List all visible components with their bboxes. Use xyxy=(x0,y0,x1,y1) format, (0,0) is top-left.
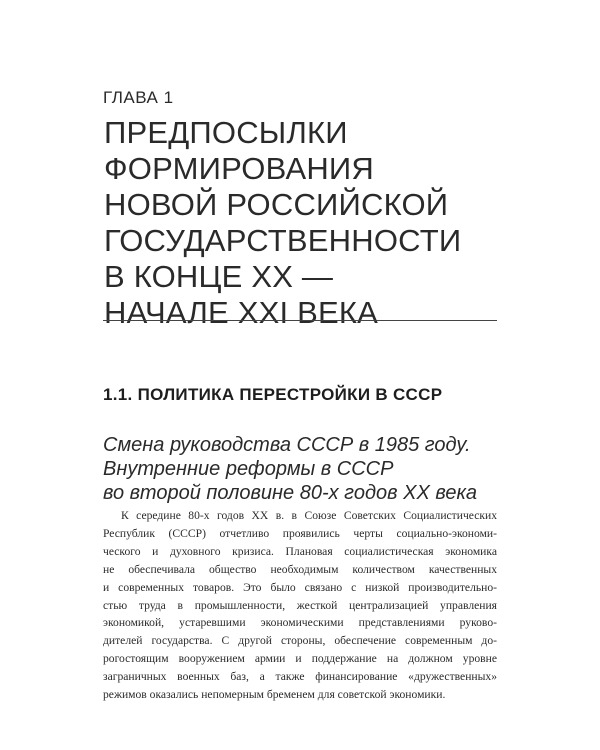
chapter-title-line: В КОНЦЕ XX — xyxy=(104,259,334,294)
body-paragraph xyxy=(103,507,497,704)
paragraph-line: не обеспечивала общество необходимым количеством качественных xyxy=(103,562,497,576)
chapter-title-line: ФОРМИРОВАНИЯ xyxy=(104,151,375,186)
paragraph-line: рогостоящим вооружением армии и поддержание на должном уровне xyxy=(103,652,497,666)
paragraph-line: стью труда в промышленности, жесткой централизацией управления xyxy=(103,598,497,612)
chapter-title xyxy=(104,115,544,331)
subsection-heading-line: во второй половине 80-х годов XX века xyxy=(103,482,478,504)
subsection-heading-line: Внутренние реформы в СССР xyxy=(103,458,394,480)
chapter-title-line: НОВОЙ РОССИЙСКОЙ xyxy=(104,187,449,222)
subsection-heading xyxy=(103,433,523,505)
chapter-title-line: ПРЕДПОСЫЛКИ xyxy=(104,115,348,150)
paragraph-line: К середине 80-х годов XX в. в Союзе Советских Социалистических xyxy=(121,509,497,522)
section-heading: 1.1. ПОЛИТИКА ПЕРЕСТРОЙКИ В СССР xyxy=(103,385,443,404)
paragraph-line: ческого и духовного кризиса. Плановая социалистическая экономика xyxy=(103,544,497,558)
paragraph-line: и современных товаров. Это было связано с низкой производительно- xyxy=(103,580,497,594)
chapter-title-line: ГОСУДАРСТВЕННОСТИ xyxy=(104,223,462,258)
chapter-label: ГЛАВА 1 xyxy=(103,88,174,107)
paragraph-line: Республик (СССР) отчетливо проявились черты социально-экономи- xyxy=(103,526,497,540)
chapter-title-line: НАЧАЛЕ XXI ВЕКА xyxy=(104,295,378,330)
paragraph-line: заграничных военных баз, а также финансирование «дружественных» xyxy=(103,670,497,684)
paragraph-line: экономикой, устаревшими экономическими представлениями руково- xyxy=(103,616,497,630)
subsection-heading-line: Смена руководства СССР в 1985 году. xyxy=(103,434,471,456)
title-divider xyxy=(103,320,497,321)
paragraph-line: режимов оказались непомерным бременем для советской экономики. xyxy=(103,688,446,702)
paragraph-line: дителей государства. С другой стороны, обеспечение современным до- xyxy=(103,634,497,648)
